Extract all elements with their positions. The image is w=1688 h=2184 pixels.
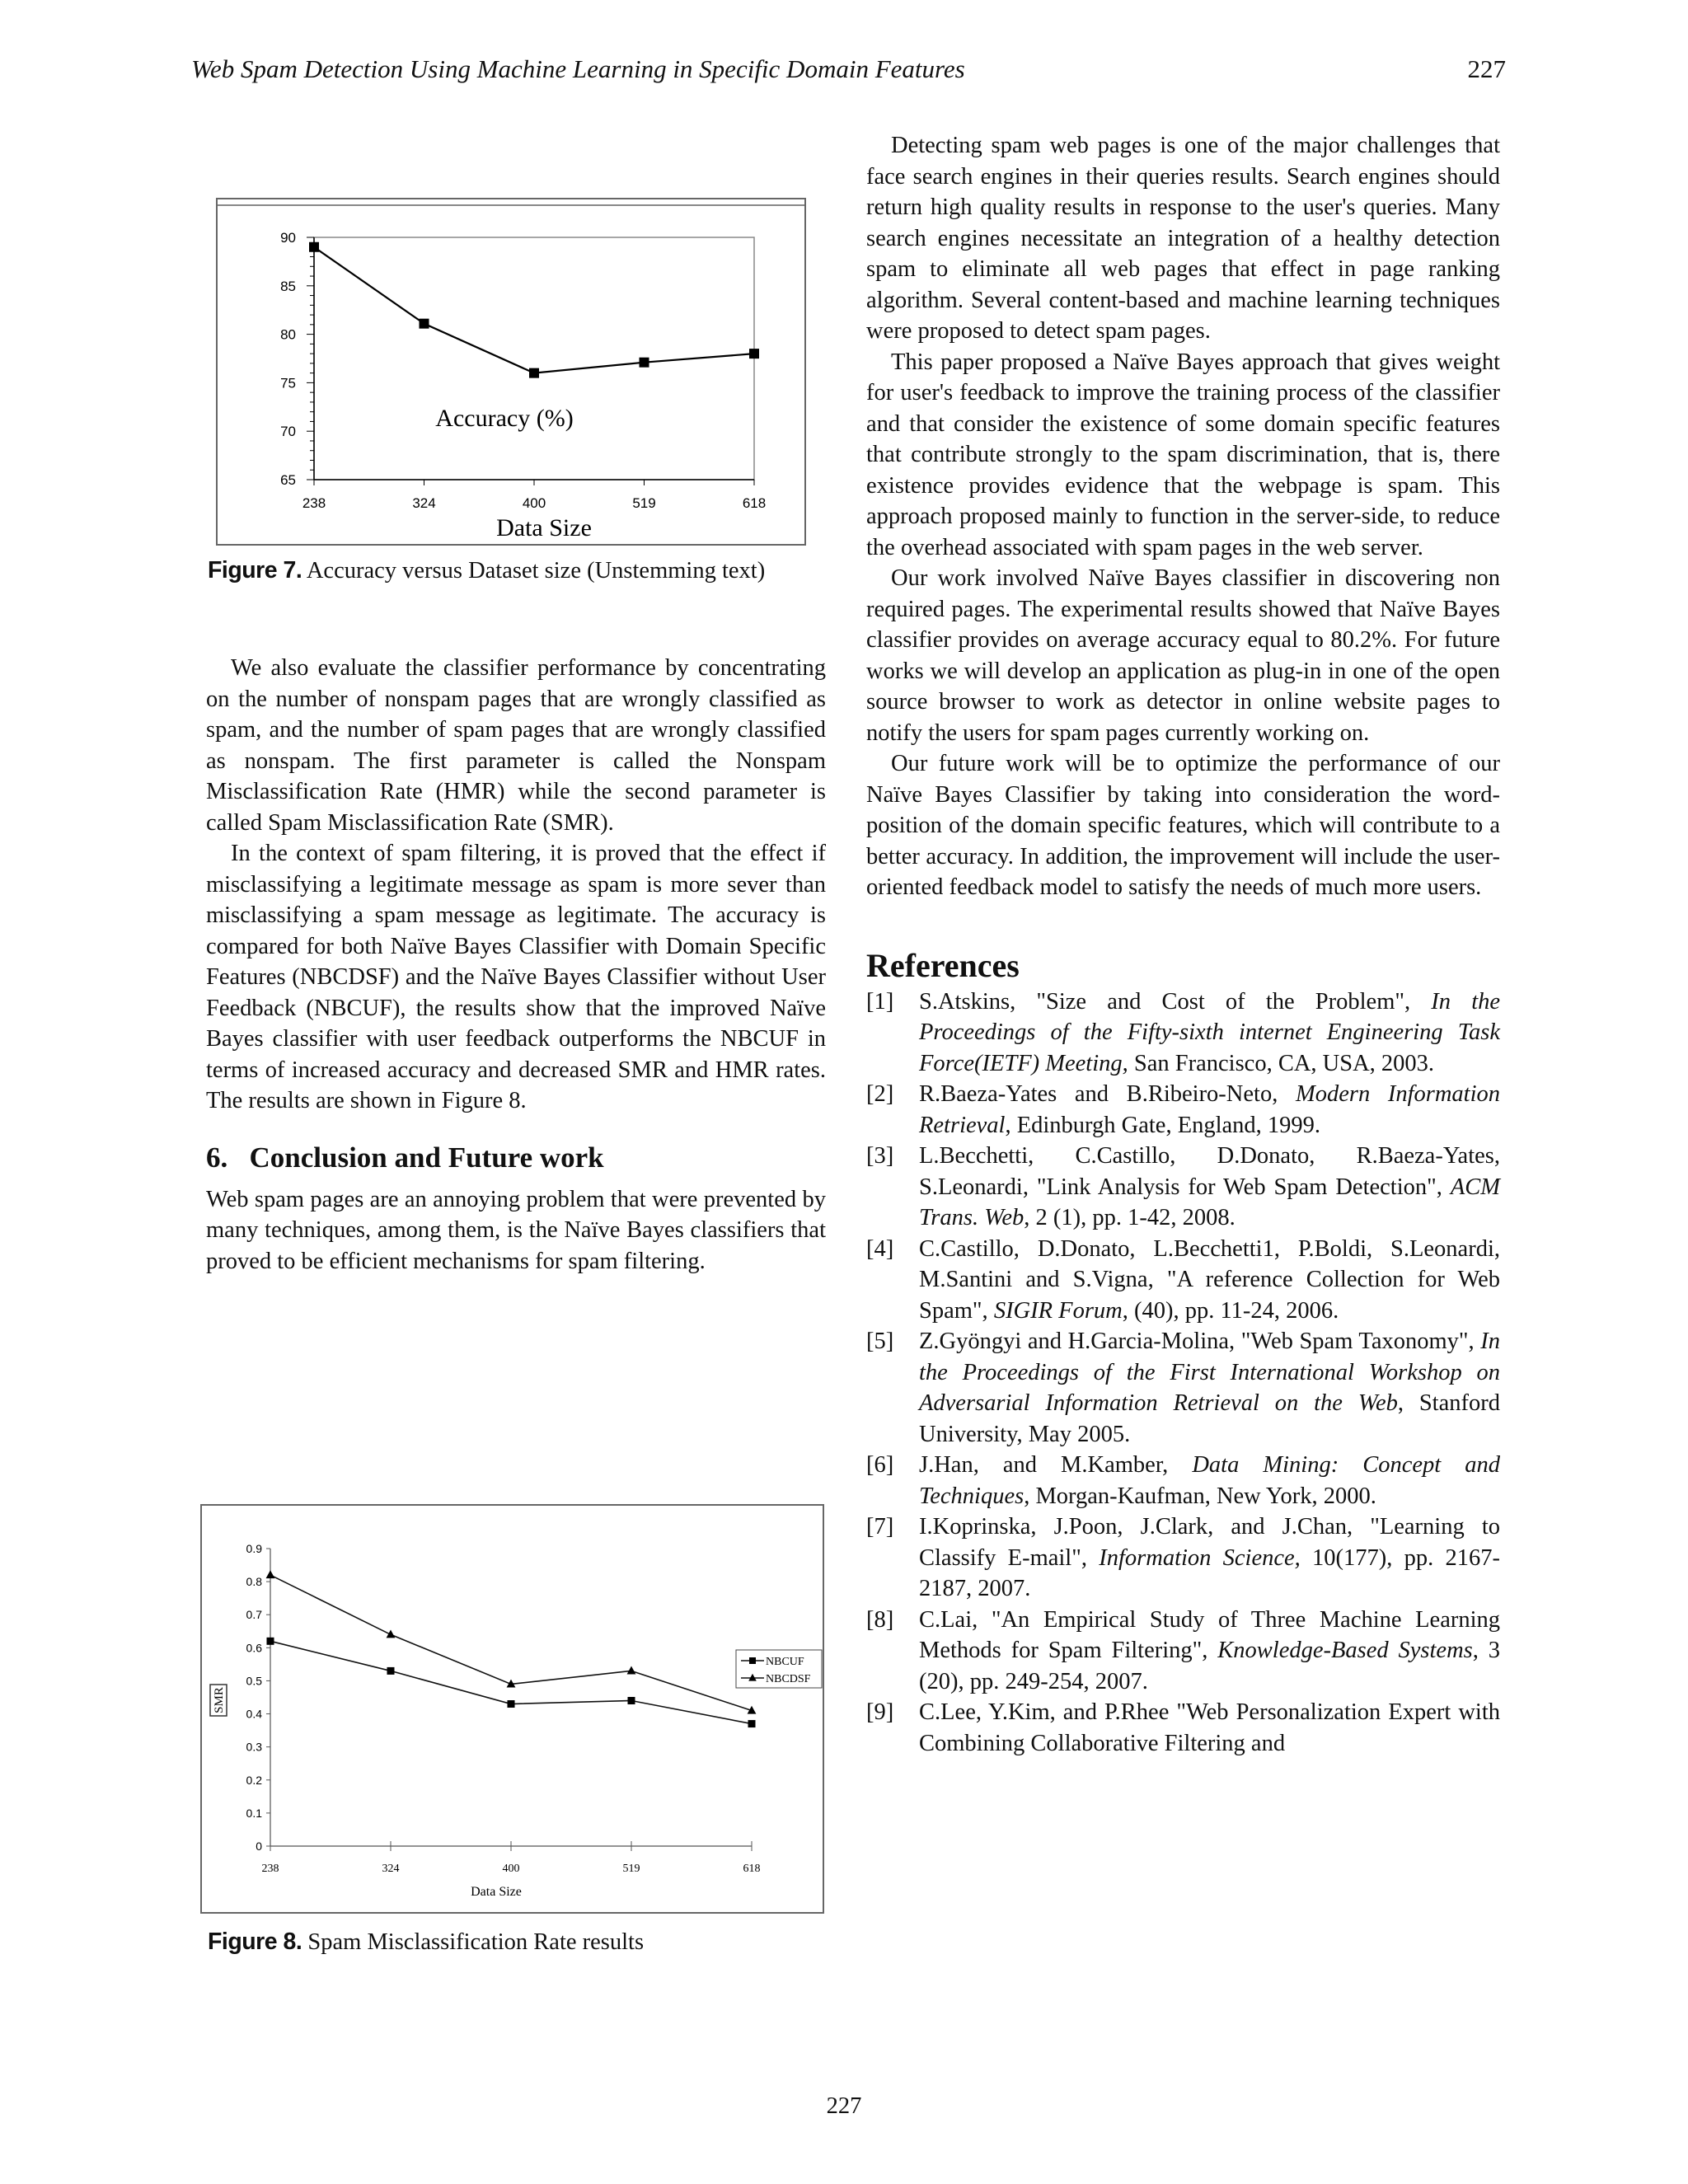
svg-text:65: 65 [280,472,296,488]
svg-text:618: 618 [743,1863,761,1875]
reference-details: , 2 (1), pp. 1-42, 2008. [1024,1205,1236,1230]
reference-item [866,1079,1500,1141]
reference-venue: In the Proceedings of the First International Workshop on Adversarial Information Retrieval on the Web [919,1329,1500,1416]
svg-text:324: 324 [382,1863,400,1875]
paragraph-future-work: Our future work will be to optimize the performance of our Naïve Bayes Classifier by taking into consideration the word-position of the domain specific features, which will contribute to a better accuracy. In addition, the improvement will include the user-oriented feedback model to satisfy the needs of much more users. [866,751,1500,900]
svg-text:75: 75 [280,375,296,391]
reference-item [866,1697,1500,1759]
reference-number: [9] [866,1699,894,1725]
paragraph-spam-filtering-context: In the context of spam filtering, it is proved that the effect if misclassifying a legitimate message as spam is more sever than misclassifying a spam message as legitimate. The accuracy is compared for both Naïve Bayes Classifier with Domain Specific Features (NBCDSF) and the Naïve Bayes Classifier without User Feedback (NBCUF), the results show that the improved Naïve Bayes classifier with user feedback outperforms the NBCUF in terms of increased accuracy and decreased SMR and HMR rates. The results are shown in Figure 8. [206,841,826,1113]
reference-authors: I.Koprinska, J.Poon, J.Clark, and J.Chan, "Learning to Classify E-mail", [919,1514,1500,1571]
svg-text:0.3: 0.3 [246,1740,262,1754]
running-title: Web Spam Detection Using Machine Learning in Specific Domain Features [191,54,965,83]
svg-text:80: 80 [280,326,296,343]
figure-8-ylabel-box [210,1685,227,1716]
svg-text:0.9: 0.9 [246,1542,262,1555]
svg-text:0.4: 0.4 [246,1707,262,1721]
svg-text:400: 400 [502,1863,520,1875]
figure-8-frame [200,1504,824,1914]
reference-venue: ACM Trans. Web [919,1174,1500,1230]
figure-7-caption [208,557,765,584]
reference-details: 10(177), pp. 2167-2187, 2007. [919,1544,1501,1601]
svg-text:519: 519 [632,495,656,511]
section-heading-conclusion: 6. Conclusion and Future work [206,1141,604,1174]
left-column [206,653,826,1277]
svg-text:238: 238 [302,495,326,511]
paragraph-detecting-spam: Detecting spam web pages is one of the major challenges that face search engines in their queries results. Search engines should return high quality results in response to the user's queries. Many search engines necessitate an integration of a healthy detection spam to eliminate all web pages that effect in page ranking algorithm. Several content-based and machine learning techniques were proposed to detect spam pages. [866,133,1500,344]
svg-text:238: 238 [261,1863,279,1875]
figure-8-xlabel: Data Size [471,1885,522,1899]
reference-authors: L.Becchetti, C.Castillo, D.Donato, R.Baeza-Yates, S.Leonardi, "Link Analysis for Web Spam Detection", [919,1143,1500,1200]
figure-8-caption-text: Spam Misclassification Rate results [302,1929,645,1955]
reference-item [866,1141,1500,1234]
svg-text:0: 0 [256,1840,262,1853]
reference-number: [3] [866,1143,894,1169]
paragraph-hmr-smr: We also evaluate the classifier performance by concentrating on the number of nonspam pages that are wrongly classified as spam, and the number of spam pages that are wrongly classified as nonspam. The first parameter is called the Nonspam Misclassification Rate (HMR) while the second parameter is called Spam Misclassification Rate (SMR). [206,655,826,836]
reference-venue: In the Proceedings of the Fifty-sixth internet Engineering Task Force(IETF) Meeting, [919,988,1501,1076]
reference-venue: SIGIR Forum [993,1297,1123,1324]
svg-text:NBCDSF: NBCDSF [766,1673,811,1685]
reference-venue: Information Science, [1099,1544,1301,1571]
figure-8-caption [208,1929,644,1956]
paragraph-conclusion: Web spam pages are an annoying problem that were prevented by many techniques, among them, is the Naïve Bayes classifiers that proved to be efficient mechanisms for spam filtering. [206,1186,826,1274]
reference-authors: J.Han, and M.Kamber, [919,1452,1193,1478]
paragraph-proposed-approach: This paper proposed a Naïve Bayes approach that gives weight for user's feedback to improve the training process of the classifier and that consider the existence of some domain specific features that contribute strongly to the spam discrimination, that is, there existence provides evidence that the webpage is spam. This approach proposed mainly to function in the server-side, to reduce the overhead associated with spam pages in the web server. [866,349,1500,560]
svg-text:NBCUF: NBCUF [766,1656,804,1668]
paragraph-results: Our work involved Naïve Bayes classifier in discovering non required pages. The experimental results showed that Naïve Bayes classifier provides on average accuracy equal to 80.2%. For future works we will develop an application as plug-in in one of the open source browser to work as detector in online website pages to notify the users for spam pages currently working on. [866,565,1500,746]
footer-page-number: 227 [826,2093,862,2119]
svg-text:70: 70 [280,424,296,440]
reference-venue: Data Mining: Concept and Techniques [919,1452,1501,1509]
reference-number: [1] [866,988,894,1015]
svg-text:0.2: 0.2 [246,1773,262,1787]
reference-item [866,987,1500,1080]
reference-authors: C.Castillo, D.Donato, L.Becchetti1, P.Boldi, S.Leonardi, M.Santini and S.Vigna, "A reference Collection for Web Spam", [919,1235,1500,1324]
reference-authors: R.Baeza-Yates and B.Ribeiro-Neto, [919,1081,1296,1107]
figure-8-ylabel: SMR [213,1687,226,1713]
reference-authors: C.Lee, Y.Kim, and P.Rhee "Web Personalization Expert with Combining Collaborative Filtering and [919,1699,1500,1756]
figure-7-caption-text: Accuracy versus Dataset size (Unstemming text) [302,558,766,583]
figure-8-legend [736,1650,822,1688]
reference-details: San Francisco, CA, USA, 2003. [1128,1050,1435,1076]
reference-item [866,1326,1500,1450]
reference-list [866,987,1500,1760]
figure-7-chart [218,199,804,544]
reference-number: [7] [866,1514,894,1540]
reference-number: [4] [866,1235,894,1262]
reference-item [866,1234,1500,1327]
figure-8-chart [202,1506,823,1912]
figure-7-xlabel: Data Size [496,514,592,541]
svg-text:0.6: 0.6 [246,1641,262,1655]
svg-text:0.8: 0.8 [246,1575,262,1589]
reference-details: , (40), pp. 11-24, 2006. [1122,1297,1339,1324]
reference-venue: Modern Information Retrieval [919,1081,1501,1138]
reference-authors: S.Atskins, "Size and Cost of the Problem", [919,988,1432,1015]
figure-7-frame [216,198,806,546]
svg-text:400: 400 [522,495,546,511]
reference-venue: Knowledge-Based Systems [1217,1638,1473,1663]
reference-item [866,1450,1500,1511]
reference-number: [5] [866,1329,894,1354]
reference-item [866,1605,1500,1698]
reference-authors: C.Lai, "An Empirical Study of Three Machine Learning Methods for Spam Filtering", [919,1606,1500,1663]
figure-7-inner-label: Accuracy (%) [435,405,574,432]
reference-authors: Z.Gyöngyi and H.Garcia-Molina, "Web Spam Taxonomy", [919,1329,1481,1354]
running-header [191,54,1506,87]
svg-text:0.5: 0.5 [246,1674,262,1688]
svg-text:519: 519 [622,1863,640,1875]
right-column [866,130,1500,1759]
figure-8-caption-label: Figure 8. [208,1929,302,1955]
svg-text:85: 85 [280,278,296,294]
references-heading: References [866,946,1020,984]
reference-item [866,1511,1500,1605]
reference-details: , 3 (20), pp. 249-254, 2007. [919,1638,1501,1694]
svg-text:0.1: 0.1 [246,1806,262,1820]
reference-details: , Stanford University, May 2005. [919,1390,1500,1447]
svg-text:90: 90 [280,230,296,246]
header-page-number: 227 [1467,54,1506,83]
reference-number: [8] [866,1606,894,1633]
reference-details: , Morgan-Kaufman, New York, 2000. [1024,1483,1376,1509]
figure-7-caption-label: Figure 7. [208,557,302,583]
svg-text:618: 618 [742,495,767,511]
reference-details: , Edinburgh Gate, England, 1999. [1005,1112,1321,1138]
reference-number: [2] [866,1081,894,1107]
reference-number: [6] [866,1452,894,1478]
svg-text:0.7: 0.7 [246,1608,262,1622]
svg-text:324: 324 [412,495,436,511]
